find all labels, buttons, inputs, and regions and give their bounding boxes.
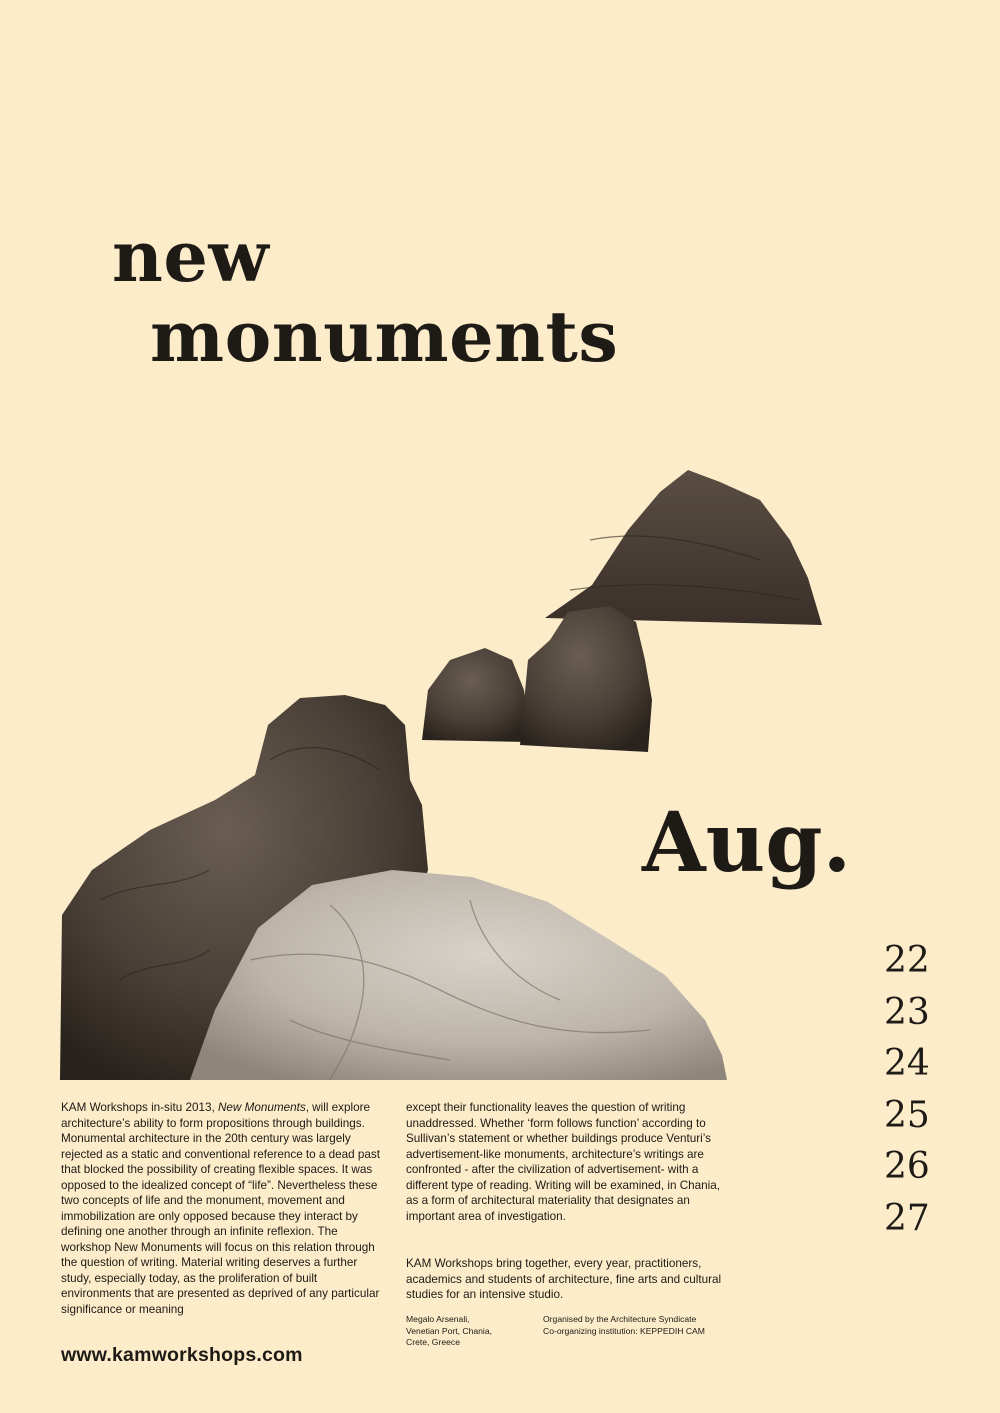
middle-rock-left (422, 648, 530, 742)
date-item: 25 (884, 1094, 930, 1136)
month-label: Aug. (642, 795, 852, 891)
body-intro: KAM Workshops in-situ 2013, (61, 1101, 218, 1114)
organiser-line: Co-organizing institution: KEPPEDIH CAM (543, 1325, 705, 1336)
title-line-2: monuments (150, 295, 619, 378)
venue-line: Crete, Greece (406, 1337, 460, 1347)
date-item: 26 (884, 1146, 930, 1187)
body-column-1 (61, 1100, 383, 1317)
body-italic-title: New Monuments (217, 1101, 306, 1114)
body-column-2: except their functionality leaves the question of writing unaddressed. Whether ‘form follows function’ according to Sullivan’s statement or whether buildings produce Venturi’s advertisement-like monuments, architecture’s writings are confronted - after the civilization of advertisement- with a different type of reading. Writing will be examined, in Chania, as a form of architectural materiality that designates an important area of investigation. (406, 1101, 721, 1223)
middle-rock-right (520, 606, 652, 752)
date-list (884, 935, 930, 1244)
organisers (543, 1314, 763, 1337)
body-text: , will explore architecture’s ability to form propositions through buildings. Monumental architecture in the 20th century was largely rejected as a static and conventional reference to a dead past that blocked the possibility of creating flexible spaces. It was opposed to the idealized concept of “life”. Nevertheless these two concepts of life and the monument, movement and immobilization are only opposed because they interact by defining one another through an infinite reflexion. The workshop New Monuments will focus on this relation through the question of writing. Material writing deserves a further study, especially today, as the proliferation of built environments that are presented as deprived of any particular significance or meaning (61, 1101, 381, 1316)
pyramid-rock (545, 470, 822, 625)
date-item: 24 (884, 1043, 930, 1084)
venue-line: Megalo Arsenali, (406, 1314, 470, 1324)
website-link[interactable]: www.kamworkshops.com (61, 1344, 303, 1366)
venue-line: Venetian Port, Chania, (406, 1325, 492, 1336)
body-column-3: KAM Workshops bring together, every year, practitioners, academics and students of architecture, fine arts and cultural studies for an intensive studio. (406, 1257, 722, 1301)
date-item: 23 (884, 991, 930, 1033)
organiser-line: Organised by the Architecture Syndicate (543, 1314, 697, 1324)
date-item: 27 (884, 1197, 930, 1239)
date-item: 22 (884, 940, 930, 981)
venue-address (406, 1314, 526, 1349)
title-line-1: new (112, 215, 270, 298)
